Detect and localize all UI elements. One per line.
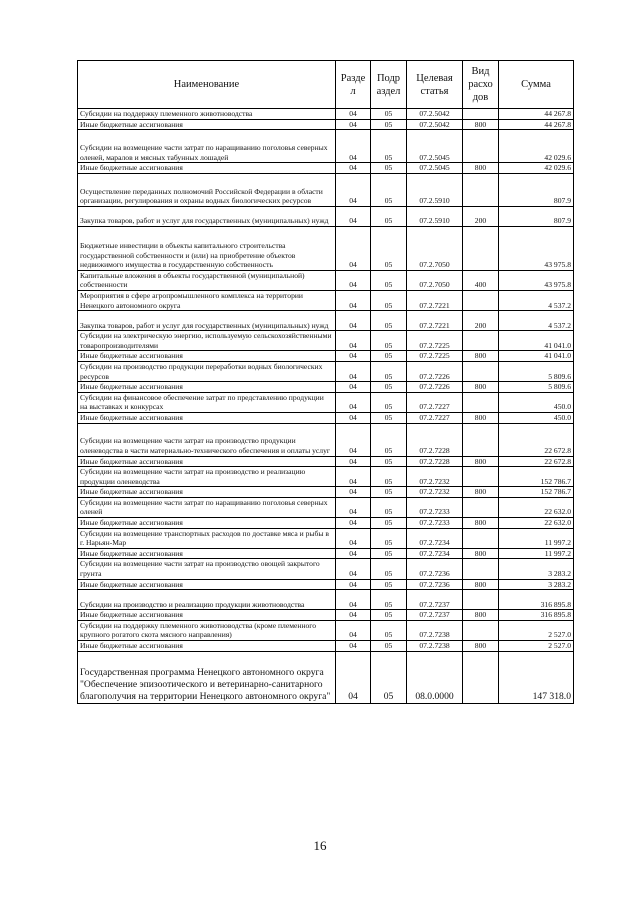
row-subsection-cell: 05 — [371, 351, 407, 362]
table-row — [78, 528, 574, 548]
row-target-article-cell: 07.2.7226 — [407, 382, 463, 393]
row-subsection-cell: 05 — [371, 548, 407, 559]
row-sum-cell: 807.9 — [499, 206, 574, 226]
row-subsection-cell: 05 — [371, 206, 407, 226]
row-expense-type-cell: 800 — [463, 548, 499, 559]
header-name: Наименование — [78, 61, 336, 109]
row-sum-cell: 43 975.8 — [499, 270, 574, 290]
row-expense-type-cell — [463, 173, 499, 206]
row-expense-type-cell — [463, 467, 499, 487]
row-expense-type-cell: 800 — [463, 351, 499, 362]
row-section-cell: 04 — [336, 130, 371, 163]
table-row — [78, 226, 574, 270]
row-subsection-cell: 05 — [371, 130, 407, 163]
row-expense-type-cell — [463, 130, 499, 163]
row-section-cell: 04 — [336, 361, 371, 381]
row-section-cell: 04 — [336, 487, 371, 498]
row-sum-cell: 450.0 — [499, 412, 574, 423]
row-expense-type-cell: 800 — [463, 579, 499, 590]
row-sum-cell: 4 537.2 — [499, 311, 574, 331]
row-section-cell: 04 — [336, 641, 371, 652]
row-name-cell: Субсидии на производство и реализацию продукции животноводства — [78, 590, 336, 610]
row-subsection-cell: 05 — [371, 590, 407, 610]
header-target-article: Целевая статья — [407, 61, 463, 109]
row-section-cell: 04 — [336, 528, 371, 548]
row-name-cell: Иные бюджетные ассигнования — [78, 610, 336, 621]
row-section-cell: 04 — [336, 590, 371, 610]
row-expense-type-cell: 800 — [463, 456, 499, 467]
row-name-cell: Субсидии на финансовое обеспечение затрат по представлению продукции на выставках и конкурсах — [78, 392, 336, 412]
row-section-cell: 04 — [336, 206, 371, 226]
row-expense-type-cell: 200 — [463, 311, 499, 331]
row-sum-cell: 11 997.2 — [499, 548, 574, 559]
row-target-article-cell: 07.2.7228 — [407, 456, 463, 467]
row-sum-cell: 316 895.8 — [499, 610, 574, 621]
row-name-cell: Мероприятия в сфере агропромышленного комплекса на территории Ненецкого автономного округа — [78, 290, 336, 310]
row-section-cell: 04 — [336, 351, 371, 362]
table-row — [78, 351, 574, 362]
table-row — [78, 497, 574, 517]
row-subsection-cell: 05 — [371, 467, 407, 487]
row-name-cell: Субсидии на поддержку племенного животноводства — [78, 109, 336, 120]
table-body — [78, 109, 574, 704]
row-expense-type-cell — [463, 559, 499, 579]
table-row — [78, 456, 574, 467]
row-section-cell: 04 — [336, 651, 371, 703]
row-target-article-cell: 07.2.5045 — [407, 130, 463, 163]
row-subsection-cell: 05 — [371, 579, 407, 590]
row-expense-type-cell: 800 — [463, 163, 499, 174]
row-target-article-cell: 07.2.7237 — [407, 590, 463, 610]
row-name-cell: Субсидии на возмещение части затрат по наращиванию поголовья северных оленей — [78, 497, 336, 517]
table-row — [78, 130, 574, 163]
row-section-cell: 04 — [336, 173, 371, 206]
row-subsection-cell: 05 — [371, 487, 407, 498]
row-name-cell: Закупка товаров, работ и услуг для государственных (муниципальных) нужд — [78, 206, 336, 226]
row-section-cell: 04 — [336, 579, 371, 590]
row-section-cell: 04 — [336, 423, 371, 456]
row-target-article-cell: 07.2.7050 — [407, 270, 463, 290]
row-name-cell: Иные бюджетные ассигнования — [78, 548, 336, 559]
table-row — [78, 518, 574, 529]
table-row — [78, 392, 574, 412]
row-sum-cell: 22 632.0 — [499, 518, 574, 529]
row-sum-cell: 41 041.0 — [499, 351, 574, 362]
row-subsection-cell: 05 — [371, 620, 407, 640]
table-row — [78, 382, 574, 393]
row-subsection-cell: 05 — [371, 528, 407, 548]
row-sum-cell: 5 809.6 — [499, 361, 574, 381]
table-row — [78, 487, 574, 498]
row-section-cell: 04 — [336, 163, 371, 174]
row-target-article-cell: 07.2.7236 — [407, 559, 463, 579]
row-name-cell: Субсидии на поддержку племенного животноводства (кроме племенного крупного рогатого скота мясного направления) — [78, 620, 336, 640]
row-subsection-cell: 05 — [371, 173, 407, 206]
row-sum-cell: 4 537.2 — [499, 290, 574, 310]
row-expense-type-cell: 800 — [463, 487, 499, 498]
table-row — [78, 423, 574, 456]
row-section-cell: 04 — [336, 610, 371, 621]
row-subsection-cell: 05 — [371, 290, 407, 310]
row-name-cell: Субсидии на возмещение части затрат по наращиванию поголовья северных оленей, маралов и мясных табунных лошадей — [78, 130, 336, 163]
table-row — [78, 361, 574, 381]
row-section-cell: 04 — [336, 270, 371, 290]
row-expense-type-cell — [463, 497, 499, 517]
header-sum: Сумма — [499, 61, 574, 109]
row-subsection-cell: 05 — [371, 119, 407, 130]
row-target-article-cell: 07.2.7221 — [407, 290, 463, 310]
row-target-article-cell: 07.2.7225 — [407, 351, 463, 362]
row-sum-cell: 41 041.0 — [499, 331, 574, 351]
row-sum-cell: 152 786.7 — [499, 487, 574, 498]
row-sum-cell: 44 267.8 — [499, 119, 574, 130]
table-row — [78, 270, 574, 290]
row-target-article-cell: 07.2.7226 — [407, 361, 463, 381]
row-expense-type-cell: 800 — [463, 610, 499, 621]
row-sum-cell: 3 283.2 — [499, 579, 574, 590]
row-subsection-cell: 05 — [371, 311, 407, 331]
row-name-cell: Закупка товаров, работ и услуг для государственных (муниципальных) нужд — [78, 311, 336, 331]
table-row — [78, 467, 574, 487]
table-row — [78, 173, 574, 206]
row-section-cell: 04 — [336, 467, 371, 487]
row-name-cell: Иные бюджетные ассигнования — [78, 641, 336, 652]
row-subsection-cell: 05 — [371, 226, 407, 270]
row-sum-cell: 5 809.6 — [499, 382, 574, 393]
row-subsection-cell: 05 — [371, 361, 407, 381]
row-target-article-cell: 07.2.5042 — [407, 119, 463, 130]
row-name-cell: Субсидии на электрическую энергию, используемую сельскохозяйственными товаропроизводителями — [78, 331, 336, 351]
row-section-cell: 04 — [336, 412, 371, 423]
row-expense-type-cell — [463, 226, 499, 270]
row-expense-type-cell: 800 — [463, 641, 499, 652]
row-target-article-cell: 07.2.5045 — [407, 163, 463, 174]
row-expense-type-cell — [463, 651, 499, 703]
row-sum-cell: 2 527.0 — [499, 620, 574, 640]
row-target-article-cell: 07.2.7232 — [407, 487, 463, 498]
row-expense-type-cell — [463, 590, 499, 610]
row-name-cell: Иные бюджетные ассигнования — [78, 456, 336, 467]
row-section-cell: 04 — [336, 382, 371, 393]
row-name-cell: Осуществление переданных полномочий Российской Федерации в области организации, регулирования и охраны водных биологических ресурсов — [78, 173, 336, 206]
page-number: 16 — [313, 838, 327, 853]
row-target-article-cell: 07.2.7050 — [407, 226, 463, 270]
table-row — [78, 559, 574, 579]
table-row — [78, 163, 574, 174]
row-subsection-cell: 05 — [371, 109, 407, 120]
row-sum-cell: 44 267.8 — [499, 109, 574, 120]
header-expense-type: Вид расхо дов — [463, 61, 499, 109]
row-subsection-cell: 05 — [371, 163, 407, 174]
table-row — [78, 331, 574, 351]
row-sum-cell: 152 786.7 — [499, 467, 574, 487]
row-subsection-cell: 05 — [371, 423, 407, 456]
row-section-cell: 04 — [336, 226, 371, 270]
row-name-cell: Иные бюджетные ассигнования — [78, 579, 336, 590]
row-sum-cell: 807.9 — [499, 173, 574, 206]
row-section-cell: 04 — [336, 620, 371, 640]
row-target-article-cell: 07.2.7232 — [407, 467, 463, 487]
row-name-cell: Иные бюджетные ассигнования — [78, 119, 336, 130]
row-expense-type-cell — [463, 528, 499, 548]
row-target-article-cell: 07.2.7233 — [407, 497, 463, 517]
row-name-cell: Капитальные вложения в объекты государственной (муниципальной) собственности — [78, 270, 336, 290]
row-sum-cell: 450.0 — [499, 392, 574, 412]
row-expense-type-cell: 800 — [463, 518, 499, 529]
row-expense-type-cell: 200 — [463, 206, 499, 226]
row-sum-cell: 22 632.0 — [499, 497, 574, 517]
row-target-article-cell: 07.2.7234 — [407, 548, 463, 559]
row-expense-type-cell — [463, 361, 499, 381]
row-name-cell: Субсидии на возмещение части затрат на производство и реализацию продукции оленеводства — [78, 467, 336, 487]
table-row — [78, 579, 574, 590]
budget-table — [77, 60, 574, 704]
row-target-article-cell: 07.2.7238 — [407, 641, 463, 652]
row-target-article-cell: 07.2.7227 — [407, 412, 463, 423]
table-row — [78, 311, 574, 331]
row-target-article-cell: 07.2.5042 — [407, 109, 463, 120]
row-target-article-cell: 07.2.7234 — [407, 528, 463, 548]
row-section-cell: 04 — [336, 311, 371, 331]
row-name-cell: Субсидии на возмещение части затрат на производство продукции оленеводства в части материально-технического обеспечения и оплаты услуг — [78, 423, 336, 456]
row-sum-cell: 2 527.0 — [499, 641, 574, 652]
row-section-cell: 04 — [336, 119, 371, 130]
row-target-article-cell: 07.2.7233 — [407, 518, 463, 529]
row-name-cell: Иные бюджетные ассигнования — [78, 487, 336, 498]
row-name-cell: Субсидии на производство продукции переработки водных биологических ресурсов — [78, 361, 336, 381]
header-section: Разде л — [336, 61, 371, 109]
row-expense-type-cell: 800 — [463, 119, 499, 130]
row-target-article-cell: 07.2.5910 — [407, 206, 463, 226]
row-sum-cell: 42 029.6 — [499, 130, 574, 163]
row-expense-type-cell: 400 — [463, 270, 499, 290]
row-sum-cell: 22 672.8 — [499, 423, 574, 456]
row-target-article-cell: 07.2.7227 — [407, 392, 463, 412]
row-subsection-cell: 05 — [371, 270, 407, 290]
row-expense-type-cell: 800 — [463, 382, 499, 393]
table-row — [78, 290, 574, 310]
table-row — [78, 119, 574, 130]
row-section-cell: 04 — [336, 109, 371, 120]
row-section-cell: 04 — [336, 548, 371, 559]
table-row — [78, 610, 574, 621]
table-row — [78, 412, 574, 423]
row-section-cell: 04 — [336, 290, 371, 310]
row-section-cell: 04 — [336, 559, 371, 579]
row-name-cell: Иные бюджетные ассигнования — [78, 351, 336, 362]
table-row — [78, 620, 574, 640]
row-expense-type-cell — [463, 331, 499, 351]
row-target-article-cell: 07.2.7236 — [407, 579, 463, 590]
row-name-cell: Субсидии на возмещение транспортных расходов по доставке мяса и рыбы в г. Нарьян-Мар — [78, 528, 336, 548]
row-target-article-cell: 07.2.7228 — [407, 423, 463, 456]
table-row — [78, 590, 574, 610]
row-subsection-cell: 05 — [371, 610, 407, 621]
row-sum-cell: 43 975.8 — [499, 226, 574, 270]
row-section-cell: 04 — [336, 392, 371, 412]
row-section-cell: 04 — [336, 456, 371, 467]
row-subsection-cell: 05 — [371, 559, 407, 579]
row-sum-cell: 11 997.2 — [499, 528, 574, 548]
table-row — [78, 548, 574, 559]
row-expense-type-cell: 800 — [463, 412, 499, 423]
table-row — [78, 206, 574, 226]
row-target-article-cell: 07.2.7221 — [407, 311, 463, 331]
row-subsection-cell: 05 — [371, 641, 407, 652]
row-expense-type-cell — [463, 423, 499, 456]
row-subsection-cell: 05 — [371, 331, 407, 351]
row-expense-type-cell — [463, 290, 499, 310]
row-section-cell: 04 — [336, 331, 371, 351]
row-subsection-cell: 05 — [371, 456, 407, 467]
row-name-cell: Бюджетные инвестиции в объекты капитального строительства государственной собственности и (или) на приобретение объектов недвижимого имущества в государственную собственность — [78, 226, 336, 270]
row-name-cell: Иные бюджетные ассигнования — [78, 382, 336, 393]
row-name-cell: Государственная программа Ненецкого автономного округа "Обеспечение эпизоотического и ветеринарно-санитарного благополучия на территории Ненецкого автономного округа" — [78, 651, 336, 703]
row-subsection-cell: 05 — [371, 392, 407, 412]
row-target-article-cell: 08.0.0000 — [407, 651, 463, 703]
row-subsection-cell: 05 — [371, 651, 407, 703]
row-sum-cell: 22 672.8 — [499, 456, 574, 467]
row-subsection-cell: 05 — [371, 382, 407, 393]
row-target-article-cell: 07.2.5910 — [407, 173, 463, 206]
row-name-cell: Иные бюджетные ассигнования — [78, 412, 336, 423]
row-subsection-cell: 05 — [371, 518, 407, 529]
row-subsection-cell: 05 — [371, 497, 407, 517]
row-target-article-cell: 07.2.7237 — [407, 610, 463, 621]
row-section-cell: 04 — [336, 518, 371, 529]
table-row — [78, 651, 574, 703]
table-row — [78, 109, 574, 120]
row-name-cell: Иные бюджетные ассигнования — [78, 518, 336, 529]
row-name-cell: Иные бюджетные ассигнования — [78, 163, 336, 174]
row-sum-cell: 316 895.8 — [499, 590, 574, 610]
row-subsection-cell: 05 — [371, 412, 407, 423]
table-row — [78, 641, 574, 652]
row-expense-type-cell — [463, 620, 499, 640]
row-expense-type-cell — [463, 392, 499, 412]
row-target-article-cell: 07.2.7238 — [407, 620, 463, 640]
row-section-cell: 04 — [336, 497, 371, 517]
header-subsection: Подр аздел — [371, 61, 407, 109]
row-target-article-cell: 07.2.7225 — [407, 331, 463, 351]
row-expense-type-cell — [463, 109, 499, 120]
row-name-cell: Субсидии на возмещение части затрат на производство овощей закрытого грунта — [78, 559, 336, 579]
row-sum-cell: 147 318.0 — [499, 651, 574, 703]
row-sum-cell: 42 029.6 — [499, 163, 574, 174]
table-header-row — [78, 61, 574, 109]
row-sum-cell: 3 283.2 — [499, 559, 574, 579]
